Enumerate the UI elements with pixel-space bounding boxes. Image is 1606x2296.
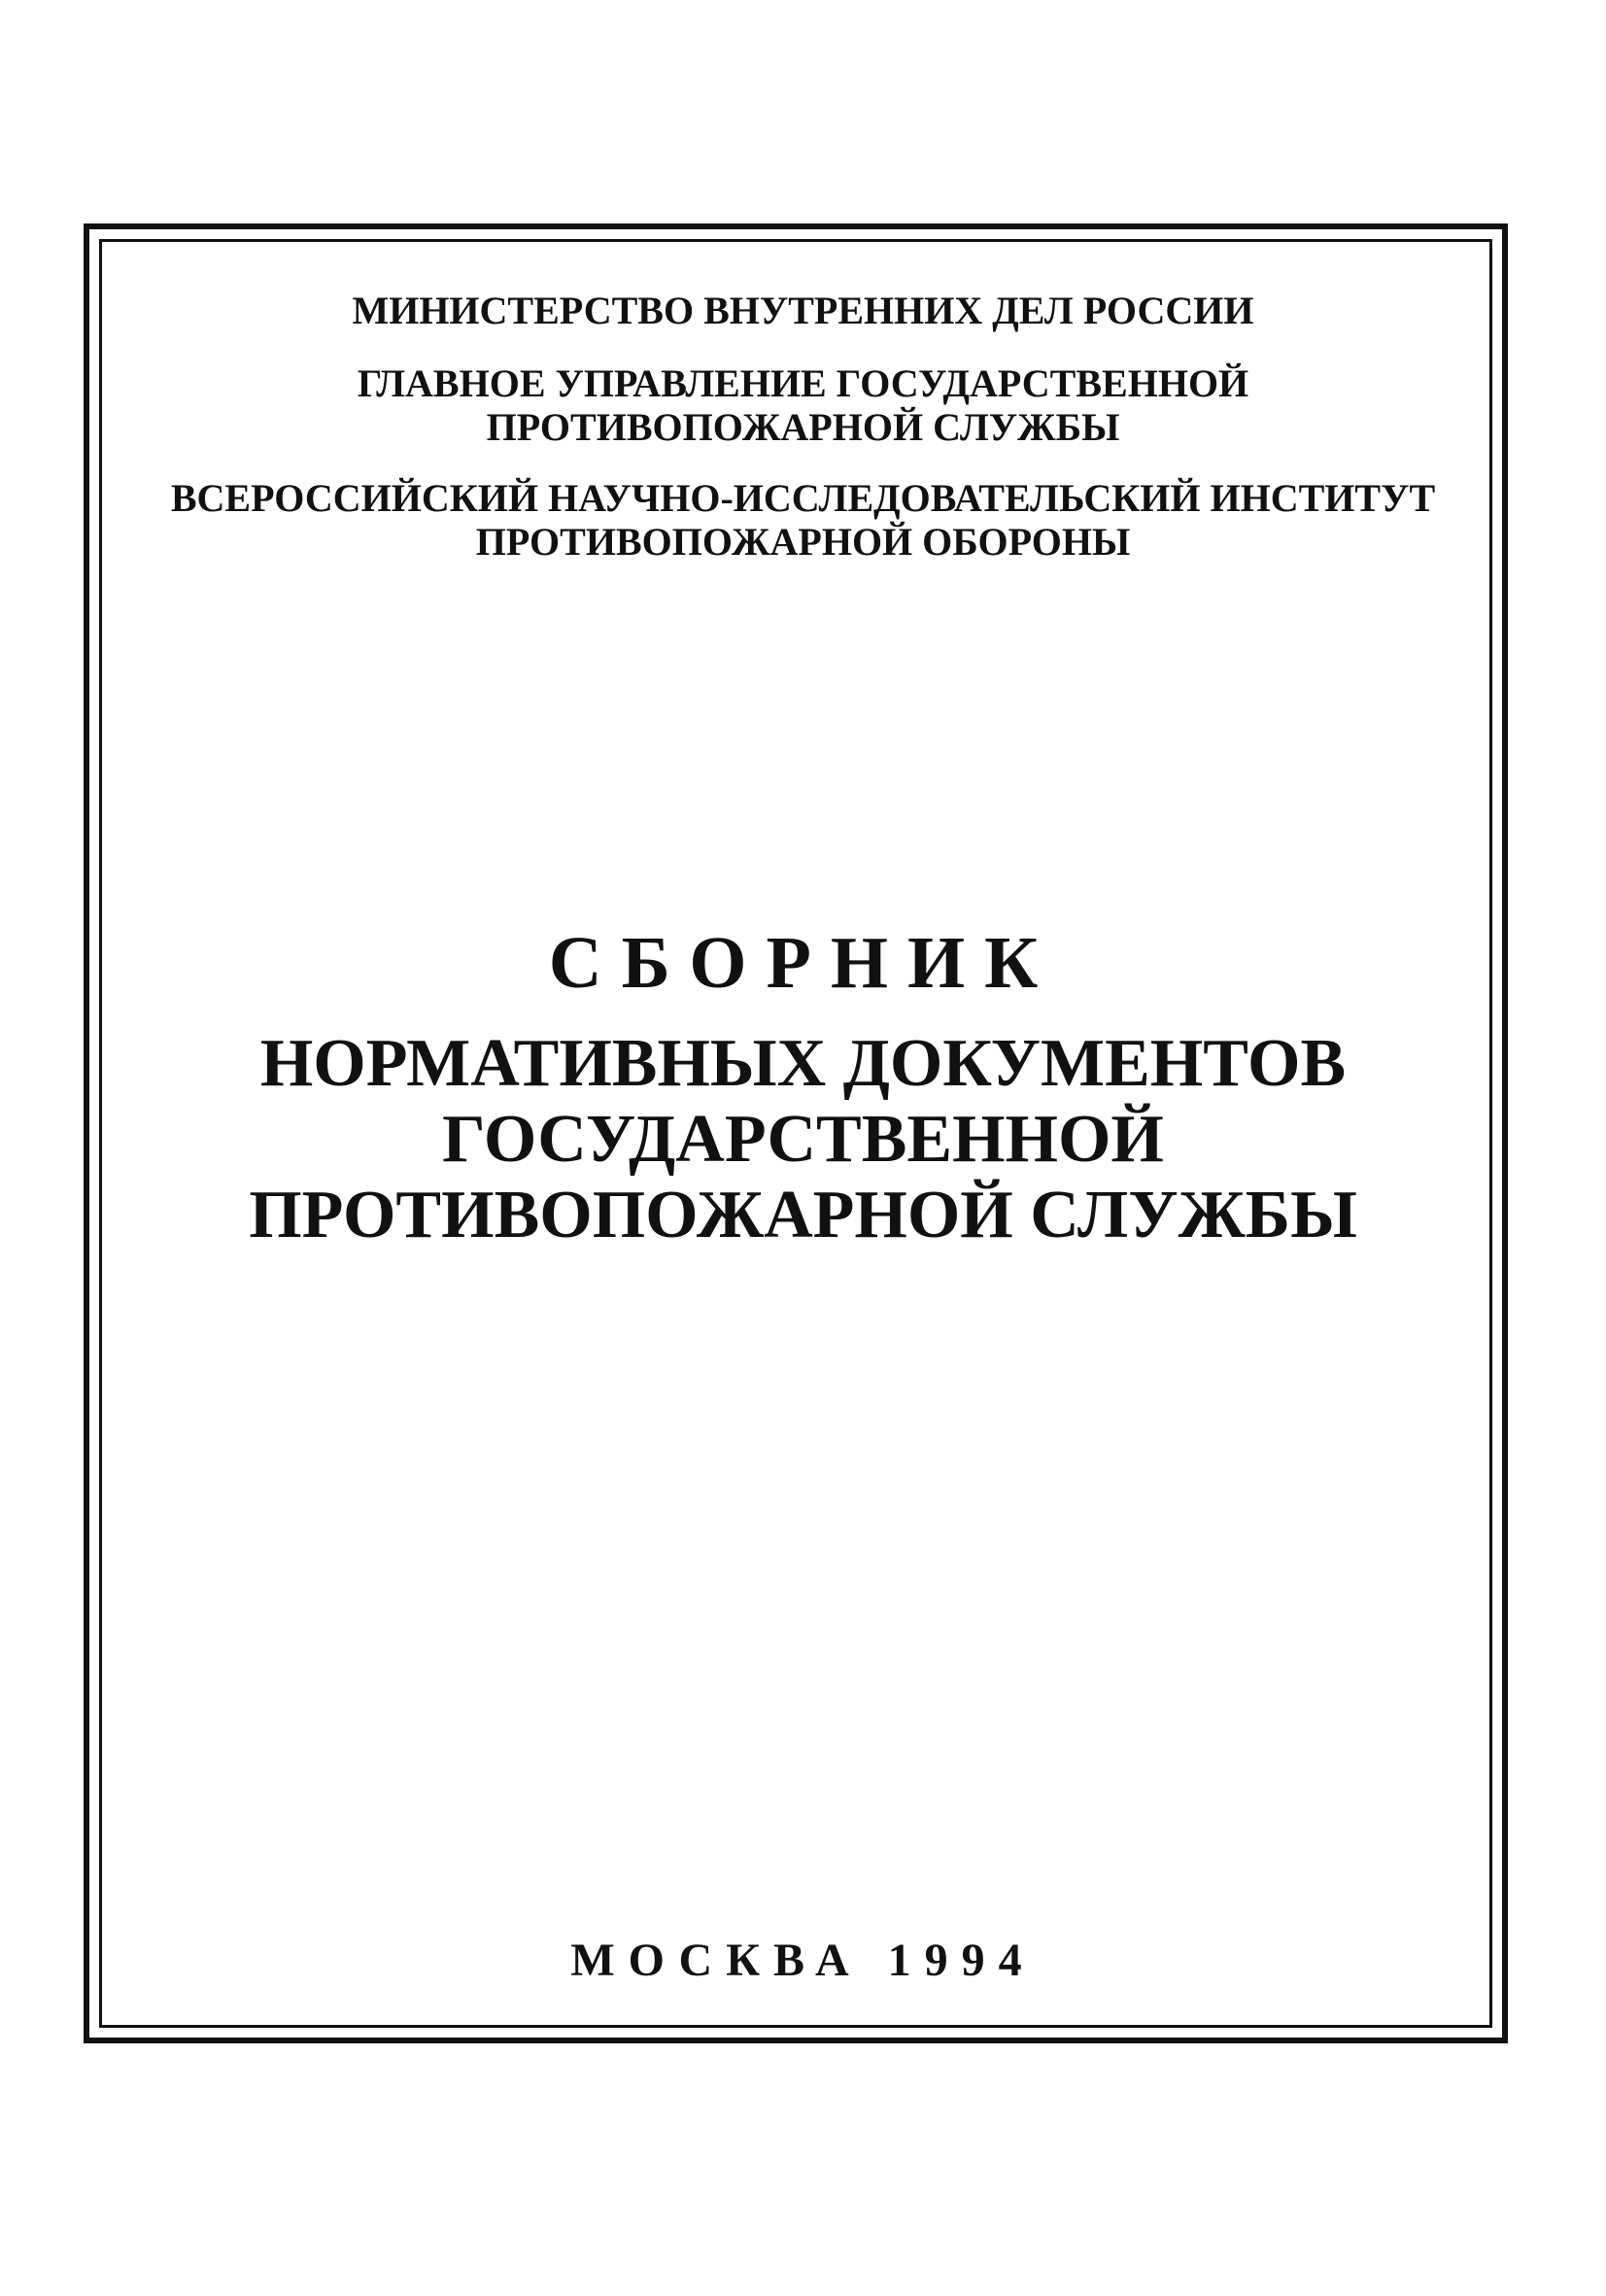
title-line2: ГОСУДАРСТВЕННОЙ bbox=[442, 1102, 1164, 1177]
footer-place-year: МОСКВА 1994 bbox=[570, 1935, 1036, 1986]
header-institute-line2: ПРОТИВОПОЖАРНОЙ ОБОРОНЫ bbox=[475, 520, 1131, 564]
header-directorate-line1: ГЛАВНОЕ УПРАВЛЕНИЕ ГОСУДАРСТВЕННОЙ bbox=[357, 361, 1249, 405]
header-institute-line1: ВСЕРОССИЙСКИЙ НАУЧНО-ИССЛЕДОВАТЕЛЬСКИЙ ИНСТИТУТ bbox=[170, 476, 1436, 520]
title-line1: НОРМАТИВНЫХ ДОКУМЕНТОВ bbox=[259, 1026, 1347, 1101]
title-line3: ПРОТИВОПОЖАРНОЙ СЛУЖБЫ bbox=[249, 1178, 1357, 1252]
header-ministry: МИНИСТЕРСТВО ВНУТРЕННИХ ДЕЛ РОССИИ bbox=[352, 289, 1254, 332]
title-word: СБОРНИК bbox=[548, 922, 1058, 1004]
header-directorate-line2: ПРОТИВОПОЖАРНОЙ СЛУЖБЫ bbox=[486, 405, 1120, 449]
